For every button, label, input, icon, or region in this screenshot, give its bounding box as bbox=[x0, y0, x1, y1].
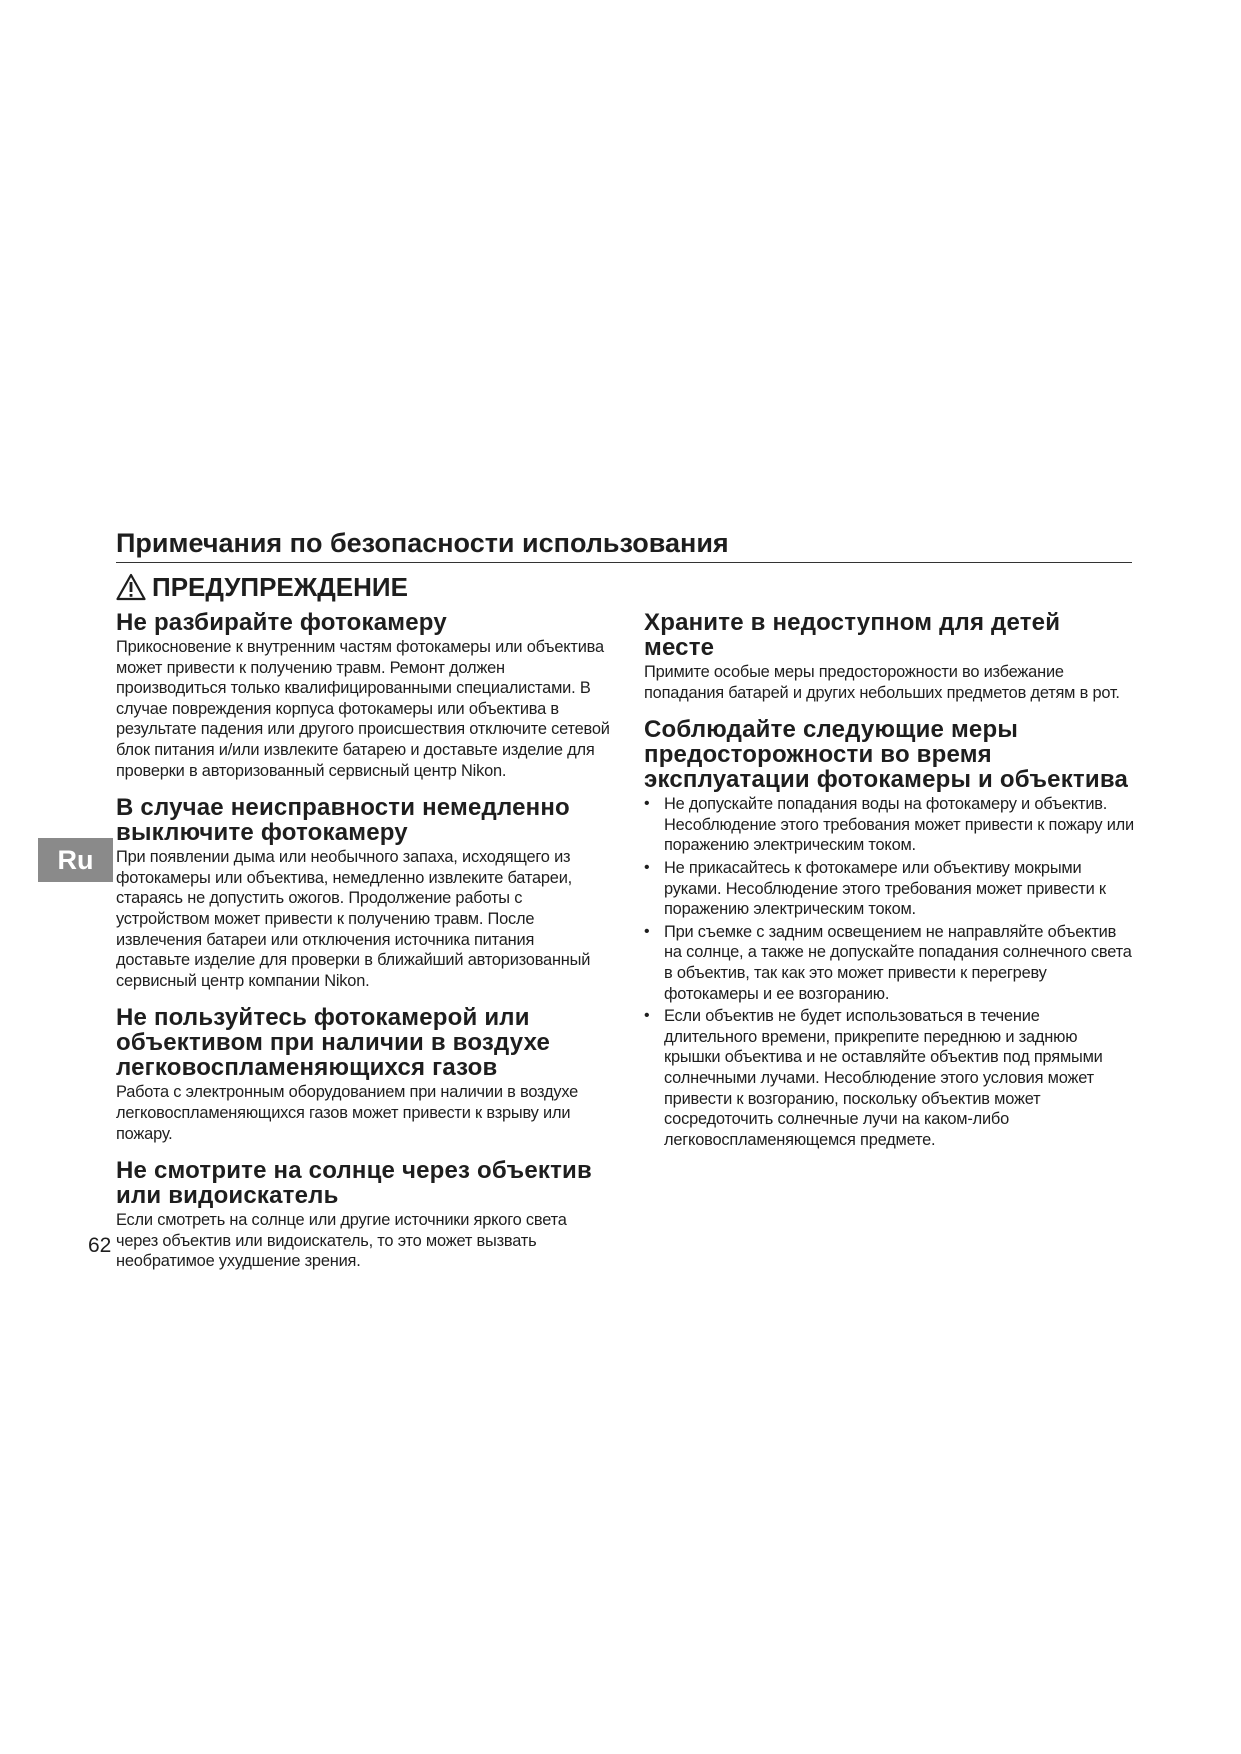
section-flammable-gas bbox=[116, 1005, 611, 1144]
list-item bbox=[644, 1006, 1134, 1150]
section-body: Если смотреть на солнце или другие источники яркого света через объектив или видоискатель, то это может вызвать необратимое ухудшение зрения. bbox=[116, 1211, 567, 1271]
list-item-text: При съемке с задним освещением не направляйте объектив на солнце, а также не допускайте попадания солнечного света в объектив, так как это может привести к перегреву фотокамеры и ее возгоранию. bbox=[664, 922, 1132, 1003]
bullet-icon: • bbox=[644, 1007, 650, 1025]
section-heading: Не смотрите на солнце через объектив или видоискатель bbox=[116, 1157, 592, 1210]
left-column bbox=[116, 610, 611, 1286]
section-sun-viewing bbox=[116, 1158, 611, 1272]
warning-triangle-icon bbox=[116, 573, 146, 601]
warning-heading bbox=[116, 570, 408, 604]
section-body: Прикосновение к внутренним частям фотокамеры или объектива может привести к получению травм. Ремонт должен производиться только квалифицированными специалистами. В случае повреждения корпуса фотокамеры или объектива в результате падения или другого происшествия отключите сетевой блок питания и/или извлеките батарею и доставьте изделие для проверки в авторизованный сервисный центр Nikon. bbox=[116, 638, 610, 780]
section-heading: Храните в недоступном для детей месте bbox=[644, 609, 1061, 661]
title-divider bbox=[116, 562, 1132, 563]
list-item-text: Не прикасайтесь к фотокамере или объективу мокрыми руками. Несоблюдение этого требования может привести к поражению электрическим током. bbox=[664, 858, 1106, 919]
section-body: Работа с электронным оборудованием при наличии в воздухе легковоспламеняющихся газов может привести к взрыву или пожару. bbox=[116, 1083, 579, 1143]
section-heading: Не пользуйтесь фотокамерой или объективом при наличии в воздухе легковоспламеняющихся газов bbox=[116, 1004, 551, 1082]
section-do-not-disassemble bbox=[116, 610, 611, 781]
warning-label: ПРЕДУПРЕЖДЕНИЕ bbox=[152, 571, 408, 602]
list-item bbox=[644, 858, 1134, 920]
bullet-icon: • bbox=[644, 858, 650, 876]
section-heading: В случае неисправности немедленно выключите фотокамеру bbox=[116, 794, 570, 847]
right-column bbox=[644, 610, 1134, 1164]
list-item-text: Если объектив не будет использоваться в течение длительного времени, прикрепите переднюю и заднюю крышки объектива и не оставляйте объектив под прямыми солнечными лучами. Несоблюдение этого условия может привести к возгоранию, поскольку объектив может сосредоточить солнечные лучи на каком-либо легковоспламеняющемся предмете. bbox=[664, 1007, 1103, 1149]
page-title: Примечания по безопасности использования bbox=[116, 528, 729, 558]
list-item bbox=[644, 922, 1134, 1004]
list-item-text: Не допускайте попадания воды на фотокамеру и объектив. Несоблюдение этого требования может привести к пожару или поражению электрическим током. bbox=[664, 795, 1134, 855]
section-precautions bbox=[644, 717, 1134, 1150]
section-body: При появлении дыма или необычного запаха, исходящего из фотокамеры или объектива, немедленно извлеките батареи, стараясь не допустить ожогов. Продолжение работы с устройством может привести к получению травм. После извлечения батареи или отключения источника питания доставьте изделие для проверки в ближайший авторизованный сервисный центр компании Nikon. bbox=[116, 848, 591, 990]
precautions-list bbox=[644, 794, 1134, 1150]
bullet-icon: • bbox=[644, 795, 650, 813]
section-malfunction bbox=[116, 795, 611, 991]
page-number: 62 bbox=[88, 1234, 112, 1257]
section-heading: Соблюдайте следующие меры предосторожности во время эксплуатации фотокамеры и объектива bbox=[644, 716, 1128, 794]
bullet-icon: • bbox=[644, 922, 650, 940]
section-keep-from-children bbox=[644, 610, 1134, 703]
section-heading: Не разбирайте фотокамеру bbox=[116, 609, 447, 636]
section-body: Примите особые меры предосторожности во избежание попадания батарей и других небольших предметов детям в рот. bbox=[644, 663, 1120, 702]
list-item bbox=[644, 794, 1134, 856]
language-tab: Ru bbox=[38, 838, 113, 882]
